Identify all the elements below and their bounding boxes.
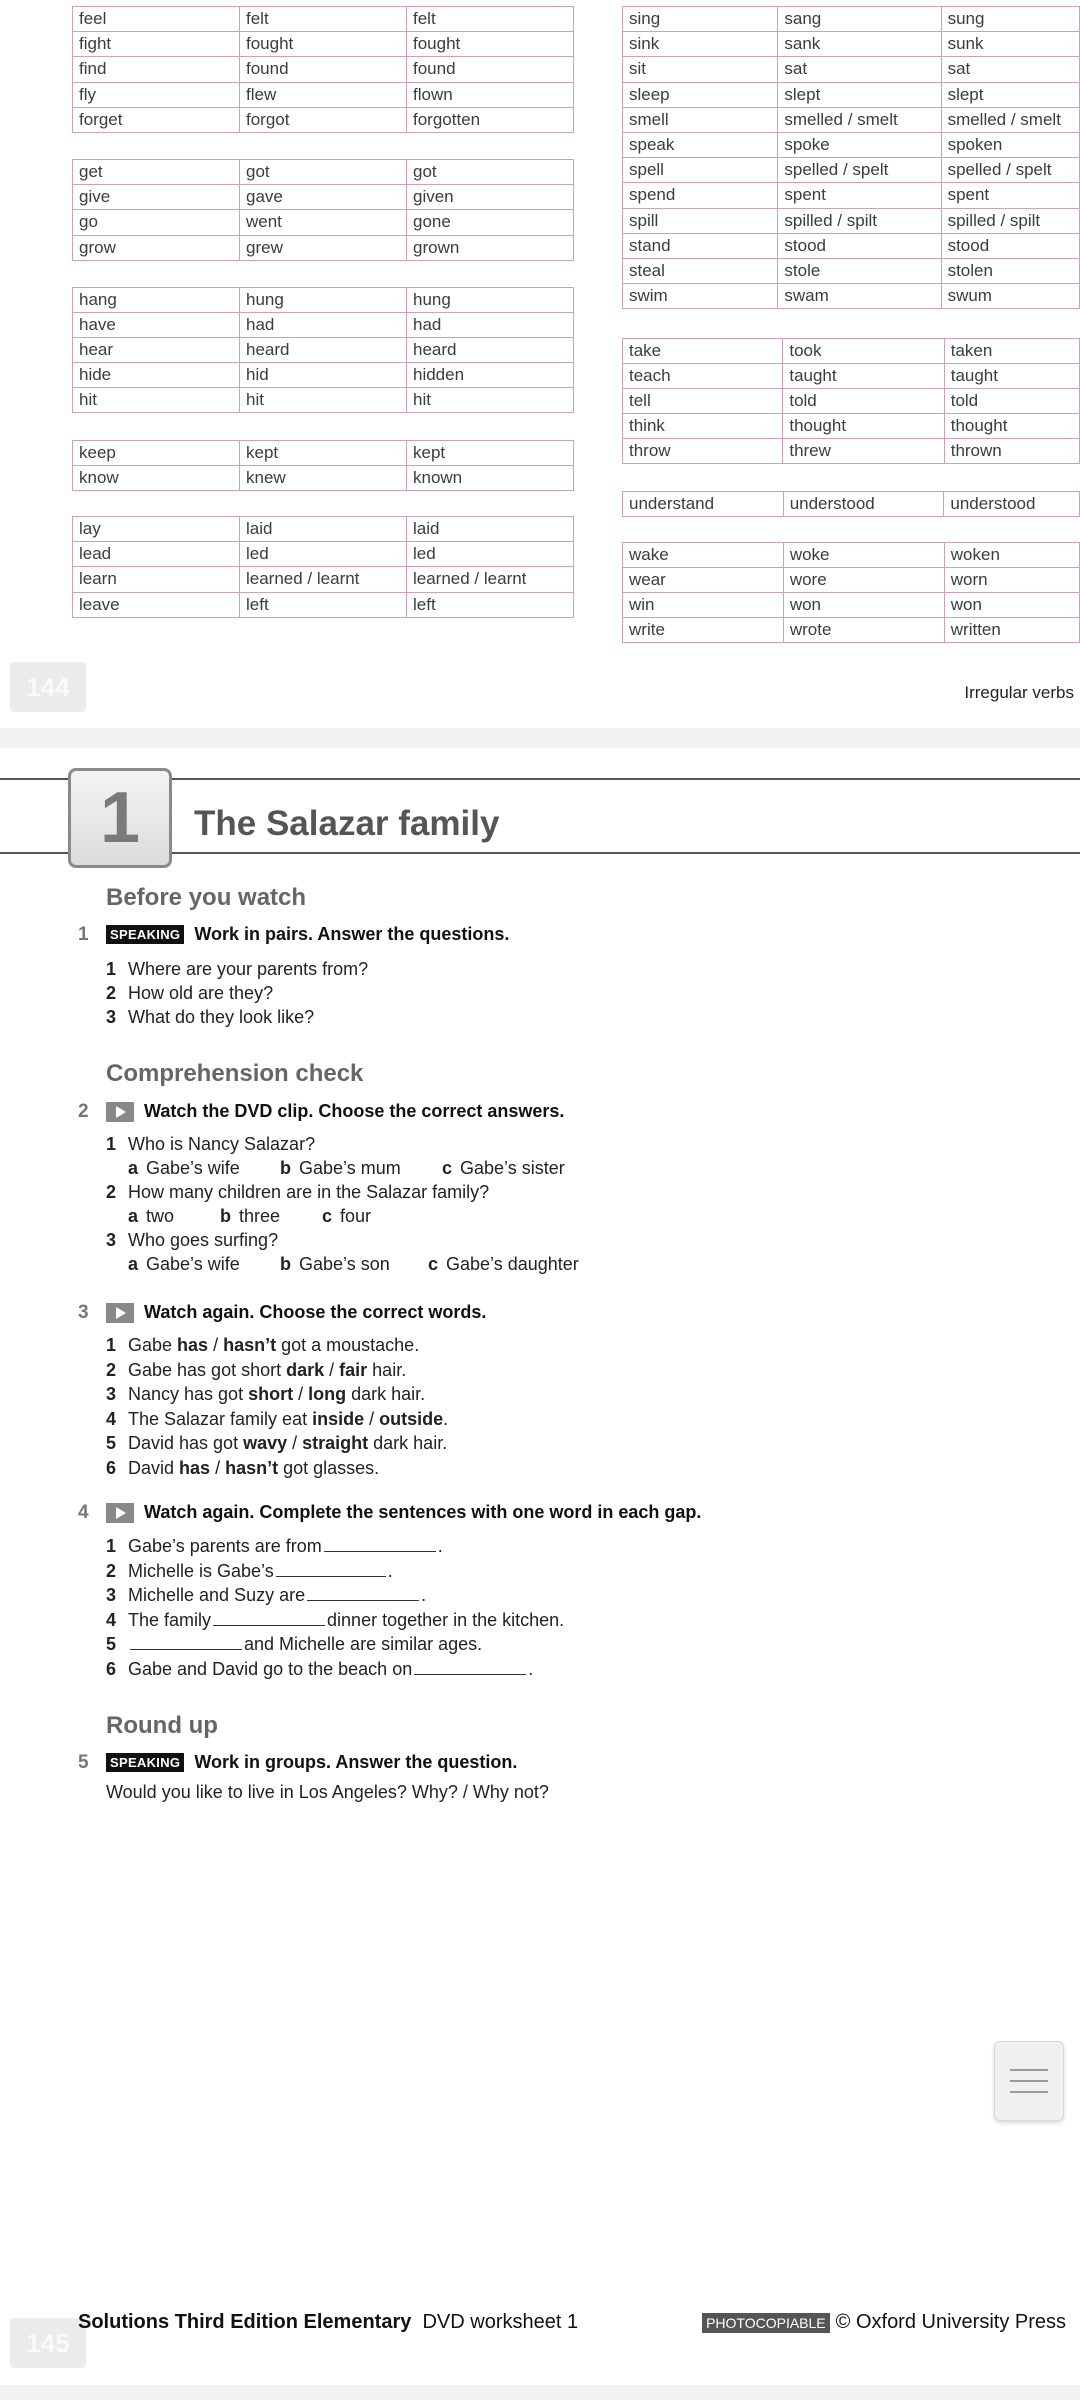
table-row [623, 439, 1080, 464]
base-form-cell: wake [623, 542, 784, 567]
table-row [623, 57, 1080, 82]
list-item: 4 The Salazar family eat inside / outside. [106, 1408, 449, 1429]
past-participle-cell: understood [944, 491, 1080, 516]
past-participle-cell: thought [944, 414, 1079, 439]
list-item: 5 David has got wavy / straight dark hair. [106, 1433, 448, 1453]
past-simple-cell: sang [778, 7, 941, 32]
menu-icon [1010, 2069, 1048, 2071]
answer-gap[interactable] [307, 1600, 419, 1601]
table-row [623, 258, 1080, 283]
base-form-cell: spill [623, 208, 778, 233]
base-form-cell: find [73, 57, 240, 82]
base-form-cell: sink [623, 32, 778, 57]
base-form-cell: teach [623, 363, 783, 388]
exercise-number: 5 [78, 1752, 89, 1773]
table-row [623, 618, 1080, 643]
answer-gap[interactable] [213, 1625, 325, 1626]
table-row [73, 592, 574, 617]
base-form-cell: spell [623, 158, 778, 183]
table-row [623, 132, 1080, 157]
table-row [73, 57, 574, 82]
table-row [623, 208, 1080, 233]
exercise-instruction [106, 1502, 701, 1523]
past-simple-cell: slept [778, 82, 941, 107]
option-word[interactable]: straight [302, 1433, 369, 1453]
option-word[interactable]: dark [286, 1359, 325, 1380]
table-row [73, 32, 574, 57]
past-simple-cell: stole [778, 258, 941, 283]
option-word[interactable]: has [177, 1335, 209, 1355]
past-participle-cell: given [407, 185, 574, 210]
play-icon [106, 1102, 134, 1122]
exercise-number: 2 [78, 1101, 89, 1122]
past-simple-cell: had [240, 312, 407, 337]
past-participle-cell: led [407, 542, 574, 567]
table-row [623, 491, 1080, 516]
base-form-cell: learn [73, 567, 240, 592]
base-form-cell: keep [73, 440, 240, 465]
past-simple-cell: felt [240, 7, 407, 32]
worksheet-page [0, 748, 1080, 2385]
instruction-text: Watch again. Choose the correct words. [144, 1302, 487, 1322]
option-word[interactable]: has [179, 1457, 211, 1478]
option-word[interactable]: outside [379, 1408, 444, 1429]
base-form-cell: fight [73, 32, 240, 57]
past-simple-cell: flew [240, 82, 407, 107]
base-form-cell: hang [73, 287, 240, 312]
menu-button[interactable] [994, 2041, 1064, 2121]
table-row [73, 542, 574, 567]
past-simple-cell: threw [783, 439, 944, 464]
past-simple-cell: thought [783, 414, 944, 439]
past-simple-cell: spelled / spelt [778, 158, 941, 183]
past-simple-cell: hit [240, 388, 407, 413]
base-form-cell: tell [623, 388, 783, 413]
table-row [73, 465, 574, 490]
past-simple-cell: taught [783, 363, 944, 388]
speaking-badge: SPEAKING [106, 1753, 184, 1772]
past-simple-cell: got [240, 160, 407, 185]
base-form-cell: win [623, 592, 784, 617]
past-simple-cell: spent [778, 183, 941, 208]
base-form-cell: throw [623, 439, 783, 464]
table-row [623, 233, 1080, 258]
answer-option: a two [128, 1206, 175, 1226]
exercise-instruction [106, 1302, 486, 1323]
footer-title: Solutions Third Edition Elementary DVD worksheet 1 [78, 2311, 579, 2333]
past-simple-cell: smelled / smelt [778, 107, 941, 132]
table-row [73, 235, 574, 260]
page-number: 144 [10, 662, 86, 712]
unit-title: The Salazar family [194, 804, 500, 843]
past-simple-cell: won [783, 592, 944, 617]
table-row [623, 7, 1080, 32]
past-participle-cell: laid [407, 517, 574, 542]
table-row [73, 517, 574, 542]
past-participle-cell: stood [941, 233, 1079, 258]
past-participle-cell: worn [944, 567, 1079, 592]
past-simple-cell: woke [783, 542, 944, 567]
table-row [623, 567, 1080, 592]
table-row [73, 82, 574, 107]
exercise-number: 1 [78, 924, 89, 945]
option-word[interactable]: fair [339, 1359, 368, 1380]
past-participle-cell: got [407, 160, 574, 185]
instruction-text: Watch again. Complete the sentences with one word in each gap. [144, 1502, 702, 1522]
table-row [73, 210, 574, 235]
past-simple-cell: understood [783, 491, 944, 516]
past-simple-cell: kept [240, 440, 407, 465]
question: 2 How many children are in the Salazar family? [106, 1182, 490, 1202]
option-word[interactable]: inside [312, 1408, 365, 1429]
answer-option: b three [220, 1206, 281, 1226]
past-simple-cell: spoke [778, 132, 941, 157]
past-simple-cell: forgot [240, 107, 407, 132]
past-participle-cell: taken [944, 338, 1079, 363]
option-word[interactable]: wavy [243, 1433, 288, 1453]
past-simple-cell: wore [783, 567, 944, 592]
option-word[interactable]: long [308, 1384, 347, 1404]
table-row [73, 567, 574, 592]
past-participle-cell: felt [407, 7, 574, 32]
verb-table [72, 440, 574, 491]
option-word[interactable]: hasn’t [223, 1335, 277, 1355]
past-participle-cell: fought [407, 32, 574, 57]
past-simple-cell: swam [778, 284, 941, 309]
base-form-cell: smell [623, 107, 778, 132]
past-participle-cell: spelled / spelt [941, 158, 1079, 183]
footer-copyright: PHOTOCOPIABLE © Oxford University Press [702, 2311, 1066, 2334]
past-participle-cell: forgotten [407, 107, 574, 132]
list-item: 2 How old are they? [106, 983, 274, 1003]
table-row [73, 388, 574, 413]
base-form-cell: hit [73, 388, 240, 413]
base-form-cell: understand [623, 491, 784, 516]
page-number: 145 [10, 2318, 86, 2368]
past-simple-cell: heard [240, 337, 407, 362]
section-heading-comprehension: Comprehension check [106, 1060, 364, 1087]
table-row [623, 338, 1080, 363]
base-form-cell: have [73, 312, 240, 337]
table-row [623, 82, 1080, 107]
past-simple-cell: fought [240, 32, 407, 57]
exercise-instruction [106, 1752, 517, 1773]
past-participle-cell: hidden [407, 363, 574, 388]
base-form-cell: sleep [623, 82, 778, 107]
answer-gap[interactable] [276, 1576, 386, 1577]
past-simple-cell: went [240, 210, 407, 235]
list-item: 2 Michelle is Gabe’s . [106, 1560, 393, 1581]
list-item: 3 Michelle and Suzy are . [106, 1585, 427, 1605]
verb-table [72, 516, 574, 618]
table-row [73, 160, 574, 185]
irregular-verbs-page [0, 0, 1080, 728]
past-simple-cell: stood [778, 233, 941, 258]
base-form-cell: hear [73, 337, 240, 362]
base-form-cell: think [623, 414, 783, 439]
verb-table [72, 159, 574, 261]
past-simple-cell: grew [240, 235, 407, 260]
past-participle-cell: spoken [941, 132, 1079, 157]
base-form-cell: wear [623, 567, 784, 592]
past-participle-cell: found [407, 57, 574, 82]
page-gap [0, 728, 1080, 748]
base-form-cell: fly [73, 82, 240, 107]
table-row [623, 32, 1080, 57]
past-participle-cell: kept [407, 440, 574, 465]
table-row [623, 414, 1080, 439]
base-form-cell: leave [73, 592, 240, 617]
table-row [623, 158, 1080, 183]
section-heading-before-you-watch: Before you watch [106, 884, 307, 911]
list-item: 1 Gabe’s parents are from . [106, 1536, 443, 1556]
exercise-instruction [106, 1101, 564, 1122]
past-simple-cell: laid [240, 517, 407, 542]
past-participle-cell: sat [941, 57, 1079, 82]
speaking-badge: SPEAKING [106, 925, 184, 944]
past-simple-cell: learned / learnt [240, 567, 407, 592]
answer-option: a Gabe’s wife [128, 1158, 240, 1178]
past-participle-cell: gone [407, 210, 574, 235]
table-row [73, 363, 574, 388]
past-participle-cell: swum [941, 284, 1079, 309]
table-row [623, 388, 1080, 413]
table-row [623, 363, 1080, 388]
past-participle-cell: told [944, 388, 1079, 413]
past-participle-cell: thrown [944, 439, 1079, 464]
table-row [623, 107, 1080, 132]
answer-option: c four [322, 1206, 372, 1226]
base-form-cell: know [73, 465, 240, 490]
list-item: 3 Nancy has got short / long dark hair. [106, 1384, 426, 1404]
table-row [73, 287, 574, 312]
verb-table [622, 338, 1080, 465]
past-simple-cell: left [240, 592, 407, 617]
past-participle-cell: sunk [941, 32, 1079, 57]
instruction-text: Work in groups. Answer the question. [194, 1752, 518, 1772]
instruction-text: Work in pairs. Answer the questions. [194, 924, 510, 944]
past-participle-cell: learned / learnt [407, 567, 574, 592]
base-form-cell: lay [73, 517, 240, 542]
past-participle-cell: grown [407, 235, 574, 260]
exercise-instruction [106, 924, 509, 945]
question: 3 Who goes surfing? [106, 1230, 279, 1250]
table-row [73, 107, 574, 132]
past-simple-cell: spilled / spilt [778, 208, 941, 233]
past-participle-cell: stolen [941, 258, 1079, 283]
list-item: 1 Gabe has / hasn’t got a moustache. [106, 1335, 420, 1355]
table-row [623, 284, 1080, 309]
past-participle-cell: had [407, 312, 574, 337]
table-row [73, 337, 574, 362]
section-heading-round-up: Round up [106, 1712, 218, 1739]
past-participle-cell: heard [407, 337, 574, 362]
base-form-cell: grow [73, 235, 240, 260]
past-participle-cell: spent [941, 183, 1079, 208]
verb-table [72, 287, 574, 414]
base-form-cell: get [73, 160, 240, 185]
verb-table [622, 491, 1080, 517]
past-participle-cell: hung [407, 287, 574, 312]
past-simple-cell: knew [240, 465, 407, 490]
verb-table [622, 6, 1080, 309]
list-item: 4 The family dinner together in the kitchen. [106, 1609, 565, 1630]
answer-option: c Gabe’s sister [442, 1158, 565, 1178]
past-simple-cell: led [240, 542, 407, 567]
option-word[interactable]: short [248, 1384, 294, 1404]
base-form-cell: stand [623, 233, 778, 258]
question: 1 Who is Nancy Salazar? [106, 1134, 316, 1154]
base-form-cell: spend [623, 183, 778, 208]
table-row [73, 440, 574, 465]
exercise-number: 3 [78, 1302, 89, 1323]
list-item: 6 David has / hasn’t got glasses. [106, 1457, 380, 1478]
roundup-question: Would you like to live in Los Angeles? Why? / Why not? [106, 1782, 549, 1802]
answer-gap[interactable] [130, 1649, 242, 1650]
page-gap-bottom [0, 2385, 1080, 2400]
base-form-cell: swim [623, 284, 778, 309]
table-row [73, 185, 574, 210]
table-row [73, 312, 574, 337]
base-form-cell: forget [73, 107, 240, 132]
past-participle-cell: woken [944, 542, 1079, 567]
base-form-cell: sing [623, 7, 778, 32]
past-simple-cell: gave [240, 185, 407, 210]
answer-option: b Gabe’s son [280, 1254, 390, 1274]
base-form-cell: lead [73, 542, 240, 567]
past-participle-cell: won [944, 592, 1079, 617]
verb-table [72, 6, 574, 133]
past-simple-cell: wrote [783, 618, 944, 643]
past-participle-cell: known [407, 465, 574, 490]
past-simple-cell: hid [240, 363, 407, 388]
table-row [623, 592, 1080, 617]
base-form-cell: feel [73, 7, 240, 32]
base-form-cell: hide [73, 363, 240, 388]
play-icon [106, 1303, 134, 1323]
base-form-cell: sit [623, 57, 778, 82]
answer-option: b Gabe’s mum [280, 1158, 401, 1178]
running-head: Irregular verbs [964, 683, 1074, 702]
exercise-number: 4 [78, 1502, 89, 1523]
list-item: 2 Gabe has got short dark / fair hair. [106, 1359, 407, 1380]
list-item: 6 Gabe and David go to the beach on . [106, 1658, 534, 1679]
past-simple-cell: sank [778, 32, 941, 57]
base-form-cell: give [73, 185, 240, 210]
table-row [623, 542, 1080, 567]
photocopiable-badge: PHOTOCOPIABLE [702, 2313, 830, 2333]
past-participle-cell: left [407, 592, 574, 617]
table-row [623, 183, 1080, 208]
past-simple-cell: sat [778, 57, 941, 82]
verb-table [622, 542, 1080, 644]
past-simple-cell: hung [240, 287, 407, 312]
table-row [73, 7, 574, 32]
answer-gap[interactable] [414, 1674, 526, 1675]
list-item: 5 and Michelle are similar ages. [106, 1634, 483, 1654]
past-participle-cell: sung [941, 7, 1079, 32]
base-form-cell: take [623, 338, 783, 363]
list-item: 3 What do they look like? [106, 1007, 315, 1027]
answer-option: c Gabe’s daughter [428, 1254, 579, 1274]
instruction-text: Watch the DVD clip. Choose the correct answers. [144, 1101, 565, 1121]
past-participle-cell: written [944, 618, 1079, 643]
past-participle-cell: slept [941, 82, 1079, 107]
base-form-cell: write [623, 618, 784, 643]
unit-number: 1 [99, 778, 141, 858]
base-form-cell: go [73, 210, 240, 235]
unit-number-box [68, 768, 172, 868]
past-simple-cell: told [783, 388, 944, 413]
base-form-cell: speak [623, 132, 778, 157]
option-word[interactable]: hasn’t [225, 1457, 279, 1478]
past-participle-cell: hit [407, 388, 574, 413]
answer-option: a Gabe’s wife [128, 1254, 240, 1274]
base-form-cell: steal [623, 258, 778, 283]
play-icon [106, 1503, 134, 1523]
past-participle-cell: taught [944, 363, 1079, 388]
past-simple-cell: found [240, 57, 407, 82]
past-participle-cell: spilled / spilt [941, 208, 1079, 233]
past-participle-cell: flown [407, 82, 574, 107]
answer-gap[interactable] [324, 1551, 436, 1552]
past-participle-cell: smelled / smelt [941, 107, 1079, 132]
list-item: 1 Where are your parents from? [106, 959, 369, 979]
past-simple-cell: took [783, 338, 944, 363]
